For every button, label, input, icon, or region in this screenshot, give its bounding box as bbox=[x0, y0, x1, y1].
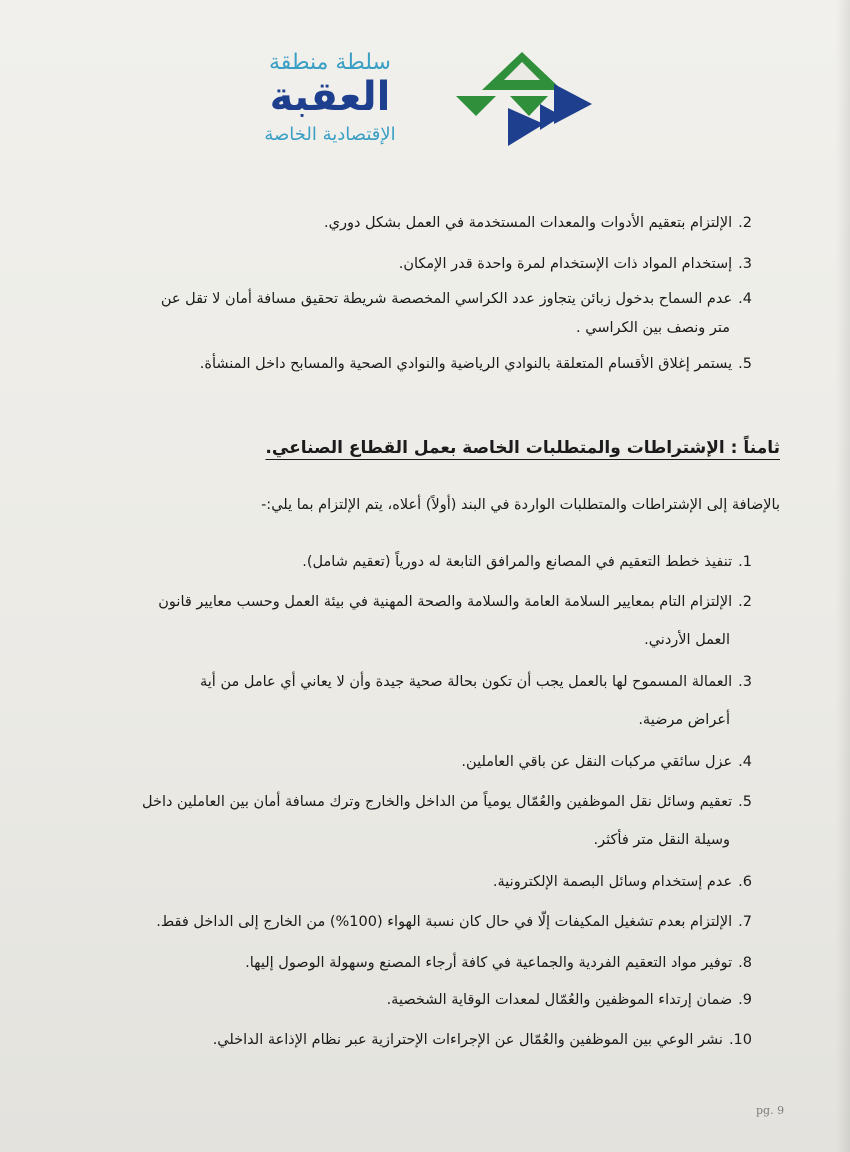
list-item-text: يستمر إغلاق الأقسام المتعلقة بالنوادي الرياضية والنوادي الصحية والمسابح داخل المنشأة. bbox=[199, 356, 733, 372]
list-item-text: إستخدام المواد ذات الإستخدام لمرة واحدة قدر الإمكان. bbox=[398, 256, 733, 272]
list-item-text: عدم إستخدام وسائل البصمة الإلكترونية. bbox=[492, 874, 733, 890]
section-intro: بالإضافة إلى الإشتراطات والمتطلبات الواردة في البند (أولاً) أعلاه، يتم الإلتزام بما يلي:- bbox=[261, 497, 780, 513]
list-item-text: تعقيم وسائل نقل الموظفين والعُمّال يومياً من الداخل والخارج وترك مسافة أمان بين العاملين داخل bbox=[142, 794, 733, 810]
list-item bbox=[493, 874, 752, 890]
list-item-number: 5. bbox=[738, 794, 752, 810]
list-item bbox=[213, 1032, 752, 1048]
list-item bbox=[245, 955, 752, 971]
list-item bbox=[399, 256, 752, 272]
list-item-number: 7. bbox=[738, 914, 752, 930]
list-item-number: 4. bbox=[738, 754, 752, 770]
list-item-number: 4. bbox=[738, 291, 752, 307]
list-item-text: عدم السماح بدخول زبائن يتجاوز عدد الكراسي المخصصة شريطة تحقيق مسافة أمان لا تقل عن bbox=[160, 291, 733, 307]
list-item bbox=[387, 992, 752, 1008]
list-item-text: الإلتزام بعدم تشغيل المكيفات إلّا في حال كان نسبة الهواء (100%) من الخارج إلى الداخل فقط. bbox=[156, 914, 733, 930]
list-item bbox=[161, 291, 752, 307]
list-item-text: الإلتزام التام بمعايير السلامة العامة والسلامة والصحة المهنية في بيئة العمل وحسب معايير قانون bbox=[158, 594, 733, 610]
list-item-text: نشر الوعي بين الموظفين والعُمّال عن الإجراءات الإحترازية عبر نظام الإذاعة الداخلي. bbox=[212, 1032, 723, 1048]
list-item-text: الإلتزام بتعقيم الأدوات والمعدات المستخدمة في العمل بشكل دوري. bbox=[324, 215, 733, 231]
list-item-number: 5. bbox=[738, 356, 752, 372]
list-item-number: 1. bbox=[738, 554, 752, 570]
list-item-text: تنفيذ خطط التعقيم في المصانع والمرافق التابعة له دورياً (تعقيم شامل). bbox=[302, 554, 733, 570]
list-item-continuation: العمل الأردني. bbox=[644, 632, 730, 648]
list-item bbox=[200, 674, 752, 690]
list-item-number: 10. bbox=[728, 1032, 752, 1048]
logo-text-line1: سلطة منطقة bbox=[269, 50, 391, 75]
list-item bbox=[158, 594, 752, 610]
list-item-number: 2. bbox=[738, 594, 752, 610]
list-item-continuation: متر ونصف بين الكراسي . bbox=[576, 320, 730, 336]
list-item-text: ضمان إرتداء الموظفين والعُمّال لمعدات الوقاية الشخصية. bbox=[386, 992, 733, 1008]
list-item-number: 6. bbox=[738, 874, 752, 890]
list-item-text: عزل سائقي مركبات النقل عن باقي العاملين. bbox=[461, 754, 733, 770]
list-item bbox=[324, 215, 752, 231]
list-item bbox=[302, 554, 752, 570]
list-item-number: 8. bbox=[738, 955, 752, 971]
list-item bbox=[142, 794, 752, 810]
logo-text-line3: الإقتصادية الخاصة bbox=[264, 124, 396, 145]
section-heading: ثامناً : الإشتراطات والمتطلبات الخاصة بعمل القطاع الصناعي. bbox=[265, 438, 780, 458]
list-item-continuation: وسيلة النقل متر فأكثر. bbox=[593, 832, 730, 848]
list-item-text: توفير مواد التعقيم الفردية والجماعية في كافة أرجاء المصنع وسهولة الوصول إليها. bbox=[245, 955, 733, 971]
list-item-number: 3. bbox=[738, 674, 752, 690]
list-item bbox=[461, 754, 752, 770]
list-item-number: 9. bbox=[738, 992, 752, 1008]
list-item-number: 3. bbox=[738, 256, 752, 272]
page-number: pg. 9 bbox=[756, 1104, 785, 1117]
list-item bbox=[200, 356, 752, 372]
list-item bbox=[156, 914, 752, 930]
logo-text-line2: العقبة bbox=[269, 74, 391, 120]
list-item-number: 2. bbox=[738, 215, 752, 231]
list-item-continuation: أعراض مرضية. bbox=[638, 712, 730, 728]
list-item-text: العمالة المسموح لها بالعمل يجب أن تكون بحالة صحية جيدة وأن لا يعاني أي عامل من أية bbox=[200, 674, 733, 690]
